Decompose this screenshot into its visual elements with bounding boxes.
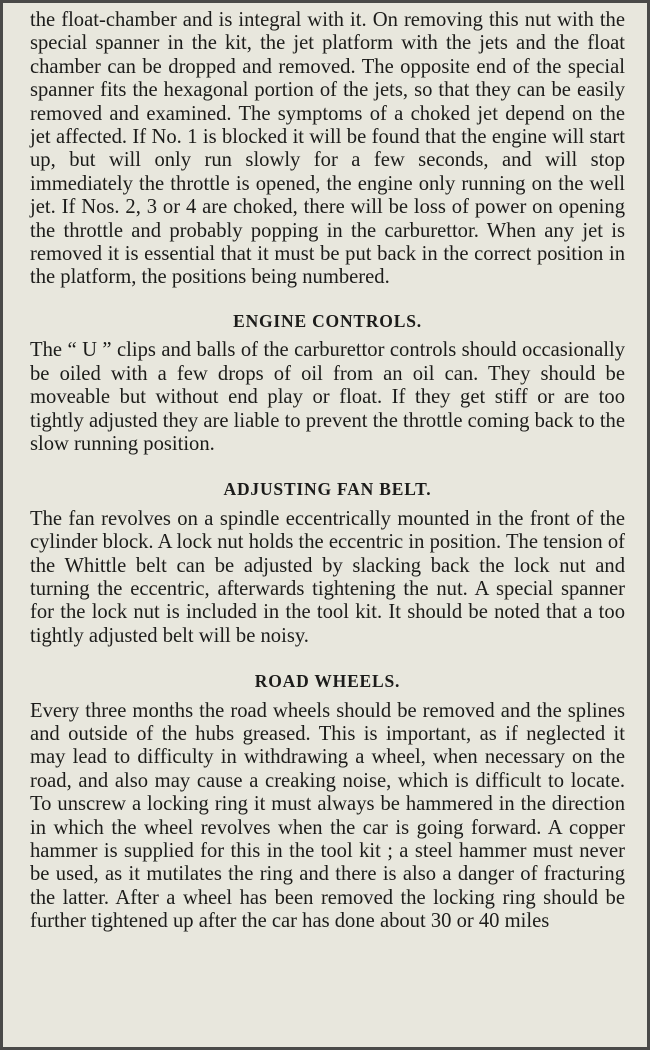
intro-paragraph: the float-chamber and is integral with it. On removing this nut with the special spanner in the kit, the jet platform with the jets and the float chamber can be dropped and removed. The opposite end of the special spanner fits the hexagonal portion of the jets, so that they can be easily removed and examined. The symptoms of a choked jet depend on the jet affected. If No. 1 is blocked it will be found that the engine will start up, but will only run slowly for a few seconds, and will stop immediately the throttle is opened, the engine only running on the well jet. If Nos. 2, 3 or 4 are choked, there will be loss of power on opening the throttle and probably popping in the carburettor. When any jet is removed it is essential that it must be put back in the correct position in the platform, the positions being numbered. <box>30 9 625 289</box>
road-wheels-heading: ROAD WHEELS. <box>254 671 401 692</box>
road-wheels-paragraph: Every three months the road wheels should be removed and the splines and outside of the hubs greased. This is important, as if neglected it may lead to difficulty in withdrawing a wheel, when necessary on the road, and also may cause a creaking noise, which is difficult to locate. To unscrew a locking ring it must always be hammered in the direction in which the wheel revolves when the car is going forward. A copper hammer is supplied for this in the tool kit ; a steel hammer must never be used, as it mutilates the ring and there is also a danger of fracturing the latter. After a wheel has been removed the locking ring should be further tightened up after the car has done about 30 or 40 miles <box>30 699 625 933</box>
page-text <box>30 9 625 934</box>
adjusting-fan-belt-paragraph: The fan revolves on a spindle eccentrically mounted in the front of the cylinder block. A lock nut holds the eccentric in position. The tension of the Whittle belt can be adjusted by slacking back the lock nut and turning the eccentric, afterwards tightening the nut. A special spanner for the lock nut is included in the tool kit. It should be noted that a too tightly adjusted belt will be noisy. <box>30 507 625 647</box>
adjusting-fan-belt-heading: ADJUSTING FAN BELT. <box>223 479 432 500</box>
engine-controls-paragraph: The “ U ” clips and balls of the carburettor controls should occasionally be oiled with a few drops of oil from an oil can. They should be moveable but without end play or float. If they get stiff or are too tightly adjusted they are liable to prevent the throttle coming back to the slow running position. <box>30 339 625 455</box>
engine-controls-heading: ENGINE CONTROLS. <box>233 310 422 331</box>
